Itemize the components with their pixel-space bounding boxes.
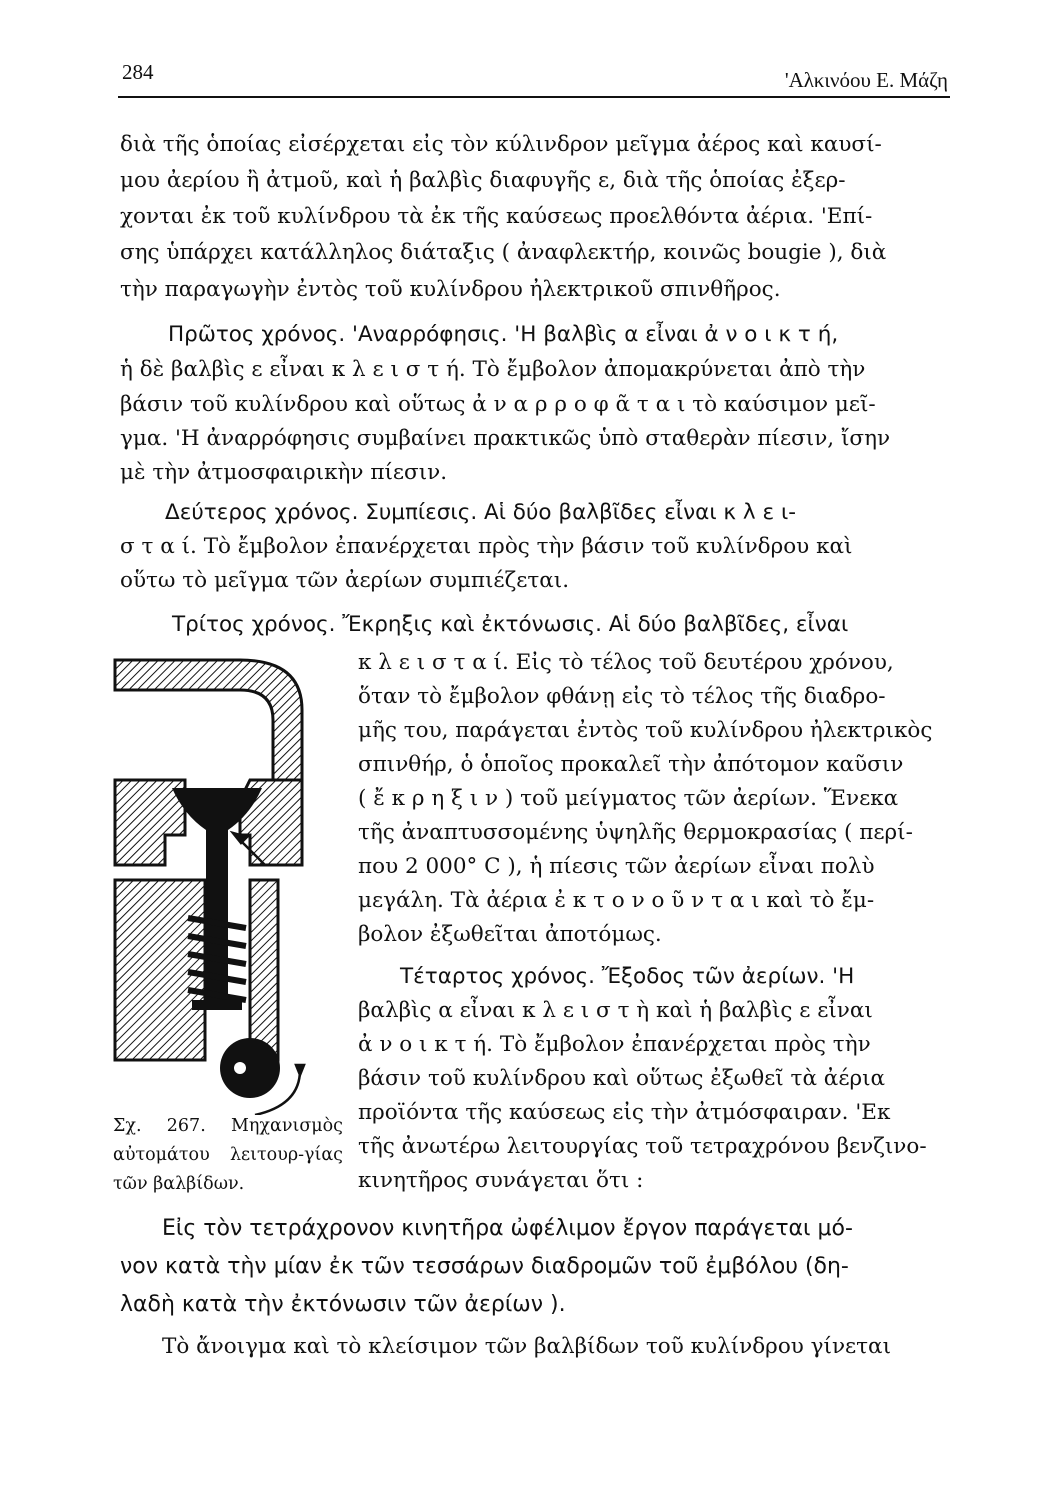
header-rule xyxy=(118,96,950,98)
text-line: μεγάλη. Τὰ ἀέρια ἐ κ τ ο ν ο ῦ ν τ α ι καὶ τὸ ἔμ- xyxy=(358,888,875,913)
text-line: ὅταν τὸ ἔμβολον φθάνῃ εἰς τὸ τέλος τῆς διαδρο- xyxy=(358,684,886,709)
text-line: Εἰς τὸν τετράχρονον κινητῆρα ὠφέλιμον ἔργον παράγεται μό- xyxy=(162,1216,853,1241)
figure-caption: Σχ. 267. Μηχανισμὸς αὐτομάτου λειτουρ-γίας τῶν βαλβίδων. xyxy=(113,1116,343,1194)
text-line: τῆς ἀνωτέρω λειτουργίας τοῦ τετραχρόνου βενζινο- xyxy=(358,1134,927,1159)
text-line: τῆς ἀναπτυσσομένης ὑψηλῆς θερμοκρασίας ( περί- xyxy=(358,820,913,845)
text-line: σπινθήρ, ὁ ὁποῖος προκαλεῖ τὴν ἀπότομον καῦσιν xyxy=(358,752,904,777)
text-line: βάσιν τοῦ κυλίνδρου καὶ οὕτως ἀ ν α ρ ρ ο φ ᾶ τ α ι τὸ καύσιμον μεῖ- xyxy=(120,392,876,417)
running-head: 'Αλκινόου Ε. Μάζη xyxy=(784,68,948,92)
text-line: γμα. 'Η ἀναρρόφησις συμβαίνει πρακτικῶς ὑπὸ σταθερὰν πίεσιν, ἴσην xyxy=(120,426,891,451)
text-line: μῆς του, παράγεται ἐντὸς τοῦ κυλίνδρου ἠλεκτρικὸς xyxy=(358,718,933,743)
text-line: σ τ α ί. Τὸ ἔμβολον ἐπανέρχεται πρὸς τὴν βάσιν τοῦ κυλίνδρου καὶ xyxy=(120,534,853,559)
text-line: Τὸ ἄνοιγμα καὶ τὸ κλείσιμον τῶν βαλβίδων τοῦ κυλίνδρου γίνεται xyxy=(162,1334,891,1359)
text-line: βολον ἐξωθεῖται ἀποτόμως. xyxy=(358,922,662,947)
valve-diagram xyxy=(110,640,345,1115)
text-line: διὰ τῆς ὁποίας εἰσέρχεται εἰς τὸν κύλινδρον μεῖγμα ἀέρος καὶ καυσί- xyxy=(120,132,882,157)
text-line: που 2 000° C ), ἡ πίεσις τῶν ἀερίων εἶναι πολὺ xyxy=(358,854,875,879)
text-line: Δεύτερος χρόνος. Συμπίεσις. Αἱ δύο βαλβῖδες εἶναι κ λ ε ι- xyxy=(165,500,796,525)
text-line: Πρῶτος χρόνος. 'Αναρρόφησις. 'Η βαλβὶς α εἶναι ἀ ν ο ι κ τ ή, xyxy=(168,322,839,347)
text-line: σης ὑπάρχει κατάλληλος διάταξις ( ἀναφλεκτήρ, κοινῶς bougie ), διὰ xyxy=(120,240,887,265)
text-line: νον κατὰ τὴν μίαν ἐκ τῶν τεσσάρων διαδρομῶν τοῦ ἐμβόλου (δη- xyxy=(120,1254,849,1279)
text-line: ἡ δὲ βαλβὶς ε εἶναι κ λ ε ι σ τ ή. Τὸ ἔμβολον ἀπομακρύνεται ἀπὸ τὴν xyxy=(120,357,866,382)
text-line: οὕτω τὸ μεῖγμα τῶν ἀερίων συμπιέζεται. xyxy=(120,568,570,593)
text-line: κινητῆρος συνάγεται ὅτι : xyxy=(358,1168,644,1193)
text-line: Τέταρτος χρόνος. Ἔξοδος τῶν ἀερίων. 'Η xyxy=(400,964,855,989)
page-number: 284 xyxy=(122,60,154,84)
text-line: μου ἀερίου ἢ ἀτμοῦ, καὶ ἡ βαλβὶς διαφυγῆς ε, διὰ τῆς ὁποίας ἐξερ- xyxy=(120,168,846,193)
text-line: χονται ἐκ τοῦ κυλίνδρου τὰ ἐκ τῆς καύσεως προελθόντα ἀέρια. 'Επί- xyxy=(120,204,873,229)
text-line: ἀ ν ο ι κ τ ή. Τὸ ἔμβολον ἐπανέρχεται πρὸς τὴν xyxy=(358,1032,871,1057)
text-line: ( ἔ κ ρ η ξ ι ν ) τοῦ μείγματος τῶν ἀερίων. Ἕνεκα xyxy=(358,786,899,811)
text-line: μὲ τὴν ἀτμοσφαιρικὴν πίεσιν. xyxy=(120,460,448,485)
text-line: βάσιν τοῦ κυλίνδρου καὶ οὕτως ἐξωθεῖ τὰ ἀέρια xyxy=(358,1066,886,1091)
text-line: λαδὴ κατὰ τὴν ἐκτόνωσιν τῶν ἀερίων ). xyxy=(120,1292,566,1317)
text-line: προϊόντα τῆς καύσεως εἰς τὴν ἀτμόσφαιραν. 'Εκ xyxy=(358,1100,891,1125)
text-line: βαλβὶς α εἶναι κ λ ε ι σ τ ὴ καὶ ἡ βαλβὶς ε εἶναι xyxy=(358,998,873,1023)
valve-mechanism-figure xyxy=(110,640,345,1115)
text-line: τὴν παραγωγὴν ἐντὸς τοῦ κυλίνδρου ἠλεκτρικοῦ σπινθῆρος. xyxy=(120,277,781,302)
text-line: κ λ ε ι σ τ α ί. Εἰς τὸ τέλος τοῦ δευτέρου χρόνου, xyxy=(358,650,894,675)
text-line: Τρίτος χρόνος. Ἔκρηξις καὶ ἐκτόνωσις. Αἱ δύο βαλβῖδες, εἶναι xyxy=(172,612,849,637)
